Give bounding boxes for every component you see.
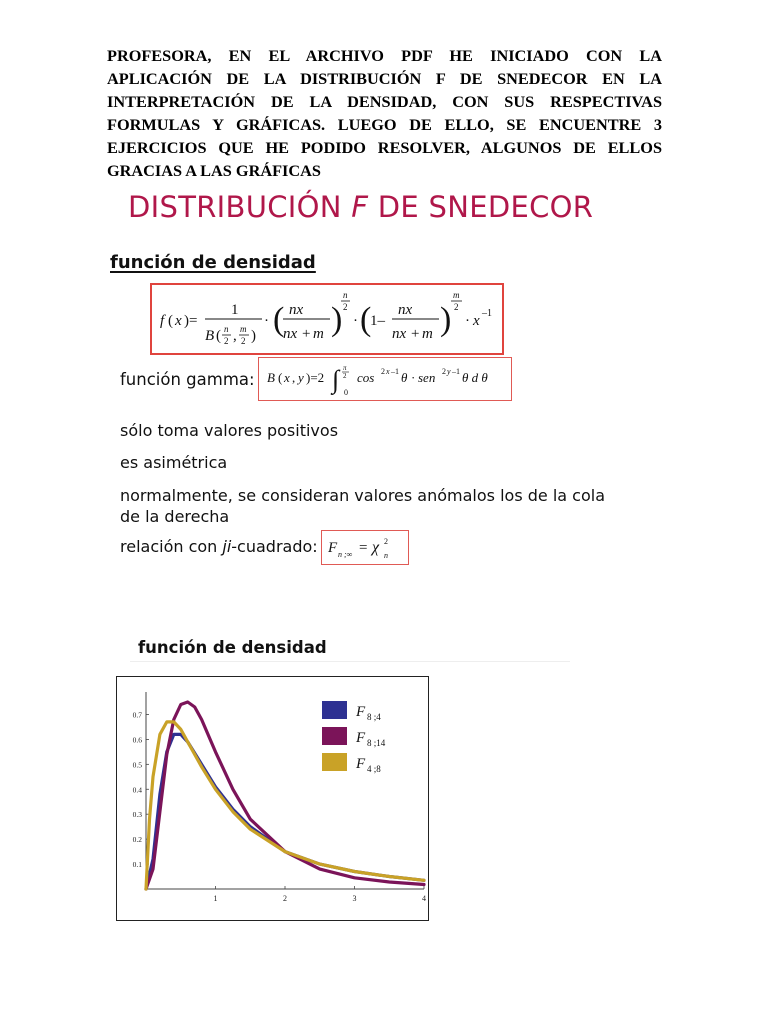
y-tick-label: 0.2 <box>132 835 142 845</box>
svg-text:π: π <box>343 364 347 372</box>
svg-text:·: · <box>353 313 358 329</box>
legend-label: F <box>356 704 366 720</box>
svg-text:–1: –1 <box>452 367 460 376</box>
svg-text:2: 2 <box>384 537 388 546</box>
svg-text:x: x <box>284 370 290 385</box>
svg-text:f: f <box>160 313 165 329</box>
svg-text:nx: nx <box>283 326 298 342</box>
relation-prefix: relación con <box>120 537 223 556</box>
svg-text:m: m <box>422 326 433 342</box>
x-tick-label: 1 <box>213 894 218 903</box>
svg-text:(: ( <box>278 370 283 385</box>
y-tick-label: 0.6 <box>132 735 142 745</box>
x-tick-label: 2 <box>283 894 287 903</box>
svg-text:n: n <box>224 324 229 334</box>
svg-text:): ) <box>251 328 256 344</box>
svg-text:nx: nx <box>398 302 413 318</box>
legend-label: F <box>356 756 366 772</box>
legend-label-sub: 8 ;4 <box>367 712 381 722</box>
svg-text:): ) <box>440 301 452 338</box>
relation-italic: ji <box>222 537 232 556</box>
svg-text:x: x <box>473 313 480 329</box>
relation-label <box>120 537 318 556</box>
svg-text:1–: 1– <box>370 313 385 329</box>
svg-text:nx: nx <box>392 326 407 342</box>
svg-text:nx: nx <box>289 302 304 318</box>
gamma-formula-box <box>258 357 512 401</box>
title-prefix: DISTRIBUCIÓN <box>128 190 352 224</box>
svg-text:+: + <box>411 326 420 342</box>
series-line-f8-14 <box>146 702 424 889</box>
title-italic: F <box>351 190 369 224</box>
svg-text:m: m <box>453 290 460 300</box>
svg-text:·: · <box>411 370 416 385</box>
series-line-f8-4 <box>146 734 424 889</box>
y-tick-label: 0.7 <box>132 710 142 720</box>
svg-text:2: 2 <box>381 367 385 376</box>
relation-suffix: -cuadrado: <box>231 537 318 556</box>
legend-swatch <box>322 727 347 745</box>
svg-text:)=2: )=2 <box>306 370 325 385</box>
y-tick-label: 0.3 <box>132 810 142 820</box>
density-formula <box>152 285 502 353</box>
svg-text:B: B <box>205 328 215 344</box>
property-right-tail: de la derecha <box>120 507 230 526</box>
svg-text:θ d θ: θ d θ <box>462 370 488 385</box>
svg-text:2: 2 <box>343 372 347 380</box>
svg-text:·: · <box>465 313 470 329</box>
chart-heading: función de densidad <box>138 638 327 657</box>
svg-text:cos: cos <box>357 370 375 385</box>
svg-text:0: 0 <box>344 388 348 397</box>
svg-text:B: B <box>267 370 275 385</box>
property-asymmetric: es asimétrica <box>120 453 228 472</box>
x-tick-label: 3 <box>352 894 357 903</box>
svg-text:–1: –1 <box>391 367 399 376</box>
legend-swatch <box>322 753 347 771</box>
legend-label-sub: 4 ;8 <box>367 764 381 774</box>
svg-text:n: n <box>384 551 388 560</box>
legend-swatch <box>322 701 347 719</box>
svg-text:sen: sen <box>418 370 436 385</box>
svg-text:θ: θ <box>401 370 408 385</box>
svg-text:χ: χ <box>372 539 380 556</box>
svg-text:(: ( <box>168 313 173 329</box>
svg-text:2: 2 <box>442 367 446 376</box>
svg-text:n ;∞: n ;∞ <box>338 550 353 559</box>
svg-text:2: 2 <box>224 336 229 346</box>
svg-text:x: x <box>175 313 182 329</box>
title-suffix: DE SNEDECOR <box>368 190 594 224</box>
svg-text:n: n <box>343 290 348 300</box>
svg-text:F: F <box>328 540 338 556</box>
svg-text:m: m <box>313 326 324 342</box>
density-chart <box>116 676 429 921</box>
gamma-formula <box>259 358 511 400</box>
y-tick-label: 0.4 <box>132 785 142 795</box>
svg-text:x: x <box>386 367 390 376</box>
intro-paragraph: PROFESORA, EN EL ARCHIVO PDF HE INICIADO CON LA APLICACIÓN DE LA DISTRIBUCIÓN F DE SNEDECOR EN LA INTERPRETACIÓN DE LA DENSIDAD, CON SUS RESPECTIVAS FORMULAS Y GRÁFICAS. LUEGO DE ELLO, SE ENCUENTRE 3 EJERCICIOS QUE HE PODIDO RESOLVER, ALGUNOS DE ELLOS GRACIAS A LAS GRÁFICAS <box>107 46 662 180</box>
svg-text:y: y <box>447 367 451 376</box>
svg-text:(: ( <box>273 301 285 338</box>
svg-text:∫: ∫ <box>332 365 340 394</box>
y-tick-label: 0.1 <box>132 860 142 870</box>
svg-text:): ) <box>331 301 343 338</box>
property-outliers: normalmente, se consideran valores anómalos los de la cola <box>120 486 605 505</box>
density-formula-box <box>150 283 504 355</box>
x-tick-label: 4 <box>422 894 426 903</box>
svg-text:·: · <box>264 313 269 329</box>
legend-label: F <box>356 730 366 746</box>
svg-text:=: = <box>359 540 368 556</box>
svg-text:,: , <box>233 328 237 344</box>
svg-text:(: ( <box>216 328 221 344</box>
svg-text:,: , <box>292 370 296 385</box>
y-tick-label: 0.5 <box>132 760 142 770</box>
svg-text:2: 2 <box>241 336 246 346</box>
svg-text:)=: )= <box>184 313 198 329</box>
svg-text:m: m <box>240 324 247 334</box>
svg-text:2: 2 <box>454 302 459 312</box>
legend-label-sub: 8 ;14 <box>367 738 386 748</box>
svg-text:y: y <box>298 370 304 385</box>
svg-text:1: 1 <box>231 302 239 318</box>
chart-heading-strip <box>130 633 570 662</box>
page-title <box>128 190 593 224</box>
svg-text:+: + <box>302 326 311 342</box>
density-chart-svg <box>117 677 428 920</box>
chi-square-formula <box>322 531 408 564</box>
svg-text:(: ( <box>360 301 372 338</box>
svg-text:2: 2 <box>343 302 348 312</box>
gamma-label: función gamma: <box>120 370 255 389</box>
svg-text:–1: –1 <box>482 308 492 319</box>
property-positive: sólo toma valores positivos <box>120 421 339 440</box>
chi-square-formula-box <box>321 530 409 565</box>
section-heading: función de densidad <box>110 252 316 273</box>
